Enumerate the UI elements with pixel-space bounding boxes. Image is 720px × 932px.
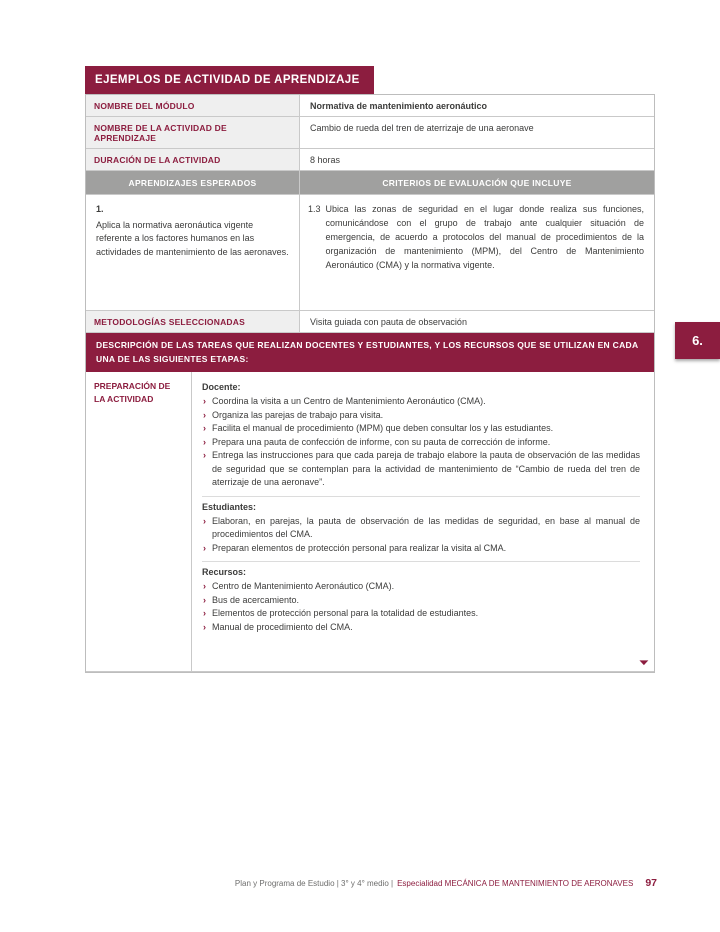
stage-label: PREPARACIÓN DE LA ACTIVIDAD (86, 372, 192, 671)
section-title: EJEMPLOS DE ACTIVIDAD DE APRENDIZAJE (95, 74, 360, 86)
aprendizaje-esperado-cell (86, 195, 300, 310)
aprendizaje-text: Aplica la normativa aeronáutica vigente referente a los factores humanos en las actividades de mantenimiento de las aeronaves. (96, 219, 289, 257)
list-item: › Coordina la visita a un Centro de Mantenimiento Aeronáutico (CMA). (202, 395, 640, 409)
page-number: 97 (645, 877, 657, 889)
module-name-label: NOMBRE DEL MÓDULO (86, 95, 300, 116)
description-banner: DESCRIPCIÓN DE LAS TAREAS QUE REALIZAN DOCENTES Y ESTUDIANTES, Y LOS RECURSOS QUE SE UTILIZAN EN CADA UNA DE LAS SIGUIENTES ETAPAS: (86, 333, 654, 372)
list-item: › Organiza las parejas de trabajo para visita. (202, 409, 640, 423)
list-item: › Facilita el manual de procedimiento (MPM) que deben consultar los y las estudiantes. (202, 422, 640, 436)
aprendizajes-criterios-row (86, 195, 654, 311)
table-row-metodologias (86, 311, 654, 333)
chapter-number: 6. (692, 333, 703, 348)
chapter-tab (675, 322, 720, 359)
aprendizaje-number: 1. (96, 204, 104, 214)
table-row-activity-name (86, 117, 654, 149)
list-item: › Elaboran, en parejas, la pauta de observación de las medidas de seguridad, en base al manual de procedimientos del CMA. (202, 515, 640, 542)
docente-heading: Docente: (202, 382, 241, 393)
list-item: › Elementos de protección personal para la totalidad de estudiantes. (202, 607, 640, 621)
recursos-group (202, 561, 640, 640)
section-title-banner (85, 66, 374, 94)
recursos-heading: Recursos: (202, 567, 247, 578)
list-item: › Bus de acercamiento. (202, 594, 640, 608)
table-row-module (86, 95, 654, 117)
list-item: › Manual de procedimiento del CMA. (202, 621, 640, 635)
footer-specialty-text: Especialidad MECÁNICA DE MANTENIMIENTO DE AERONAVES (397, 879, 634, 888)
metodologias-label: METODOLOGÍAS SELECCIONADAS (86, 311, 300, 332)
criterio-text: Ubica las zonas de seguridad en el lugar donde realiza sus funciones, comunicándose con el grupo de trabajo ante cualquier situación de emergencia, de acuerdo a protocolos del manual de procedimientos de la organización de mantenimiento (MPM), del Centro de Mantenimiento Aeronáutico (CMA) y la normativa vigente. (325, 204, 644, 270)
activity-table (85, 94, 655, 673)
criterio-evaluacion-cell (300, 195, 654, 310)
duration-label: DURACIÓN DE LA ACTIVIDAD (86, 149, 300, 170)
estudiantes-heading: Estudiantes: (202, 501, 257, 512)
table-row-duration (86, 149, 654, 171)
metodologias-value: Visita guiada con pauta de observación (310, 317, 467, 327)
recursos-list (202, 580, 640, 634)
stage-content (192, 372, 654, 671)
stage-preparation-row (86, 372, 654, 672)
table-column-headers (86, 171, 654, 195)
activity-name-value: Cambio de rueda del tren de aterrizaje de una aeronave (310, 123, 534, 133)
learning-activity-document (85, 66, 655, 673)
list-item: › Preparan elementos de protección personal para realizar la visita al CMA. (202, 542, 640, 556)
activity-name-label: NOMBRE DE LA ACTIVIDAD DE APRENDIZAJE (86, 117, 300, 148)
docente-list (202, 395, 640, 490)
criterios-column-header: CRITERIOS DE EVALUACIÓN QUE INCLUYE (300, 171, 654, 194)
criterio-number: 1.3 (308, 204, 321, 214)
estudiantes-list (202, 515, 640, 556)
estudiantes-group (202, 496, 640, 562)
module-name-value: Normativa de mantenimiento aeronáutico (310, 101, 488, 111)
list-item: › Centro de Mantenimiento Aeronáutico (CMA). (202, 580, 640, 594)
footer-left-text: Plan y Programa de Estudio | 3° y 4° medio | (234, 879, 394, 888)
aprendizajes-column-header: APRENDIZAJES ESPERADOS (86, 171, 300, 194)
duration-value: 8 horas (310, 155, 341, 165)
page-footer (235, 877, 657, 889)
list-item: › Entrega las instrucciones para que cada pareja de trabajo elabore la pauta de observación de las medidas de seguridad que se contemplan para la actividad de mantenimiento de “Cambio de rueda del tren de aterrizaje de una aeronave”. (202, 449, 640, 490)
list-item: › Prepara una pauta de confección de informe, con su pauta de corrección de informe. (202, 436, 640, 450)
continuation-arrow-icon: ▼ (636, 658, 652, 668)
continuation-indicator (636, 658, 652, 668)
docente-group (202, 377, 640, 496)
